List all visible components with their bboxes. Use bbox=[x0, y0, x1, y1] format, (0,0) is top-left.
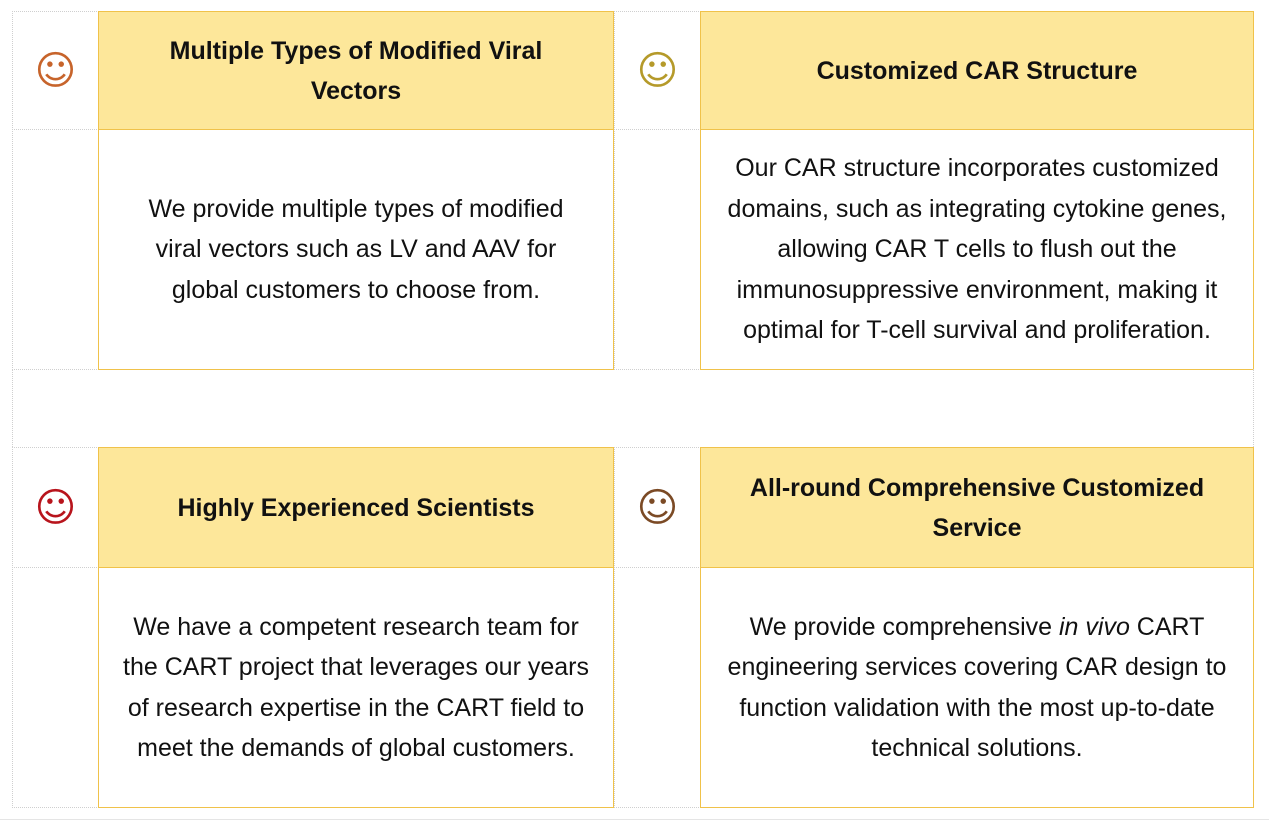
feature-title-3 bbox=[98, 447, 614, 568]
smiley-face-icon: ☺ bbox=[34, 47, 77, 94]
smiley-face-icon: ☺ bbox=[34, 484, 77, 531]
feature-body-text-1: We provide multiple types of modified viral vectors such as LV and AAV for global customers to choose from. bbox=[148, 194, 564, 304]
feature-body-text-2: Our CAR structure incorporates customized domains, such as integrating cytokine genes, allowing CAR T cells to flush out the immunosuppressive environment, making it optimal for T-cell survival and proliferation. bbox=[727, 154, 1227, 345]
feature-body-2 bbox=[700, 129, 1254, 370]
blank-cell bbox=[12, 567, 99, 808]
feature-icon-cell-2 bbox=[614, 11, 701, 130]
feature-title-2 bbox=[700, 11, 1254, 130]
feature-body-4 bbox=[700, 567, 1254, 808]
feature-body-3 bbox=[98, 567, 614, 808]
feature-body-text-4: We provide comprehensive in vivo CART engineering services covering CAR design to function validation with the most up-to-date technical solutions. bbox=[727, 612, 1227, 762]
feature-body-text-3: We have a competent research team for the CART project that leverages our years of research expertise in the CART field to meet the demands of global customers. bbox=[123, 612, 589, 762]
feature-title-1 bbox=[98, 11, 614, 130]
feature-body-1 bbox=[98, 129, 614, 370]
smiley-face-icon: ☺ bbox=[636, 484, 679, 531]
blank-cell bbox=[614, 567, 701, 808]
feature-icon-cell-3 bbox=[12, 447, 99, 568]
features-table bbox=[12, 11, 1254, 808]
blank-cell bbox=[12, 129, 99, 370]
feature-icon-cell-4 bbox=[614, 447, 701, 568]
feature-title-text-1: Multiple Types of Modified Viral Vectors bbox=[169, 36, 543, 105]
feature-icon-cell-1 bbox=[12, 11, 99, 130]
feature-title-text-2: Customized CAR Structure bbox=[816, 56, 1138, 85]
feature-title-text-3: Highly Experienced Scientists bbox=[177, 493, 535, 522]
feature-title-text-4: All-round Comprehensive Customized Service bbox=[749, 473, 1205, 542]
spacer-row bbox=[12, 369, 1254, 447]
blank-cell bbox=[614, 129, 701, 370]
feature-title-4 bbox=[700, 447, 1254, 568]
smiley-face-icon: ☺ bbox=[636, 47, 679, 94]
